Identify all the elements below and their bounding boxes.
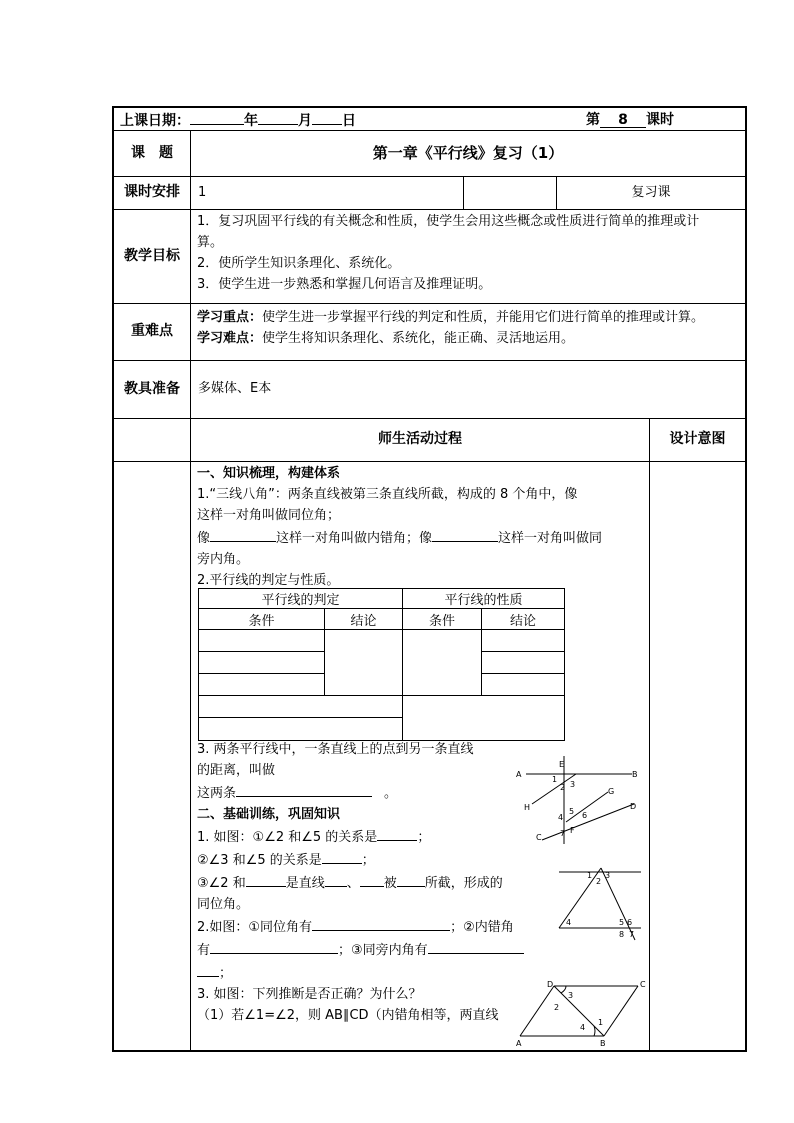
text: ②∠3 和∠5 的关系是 — [197, 853, 322, 868]
table-col-conclusion: 结论 — [482, 609, 565, 630]
table-col-conclusion: 结论 — [325, 609, 403, 630]
lesson-number — [586, 109, 674, 129]
year-text: 年 — [244, 113, 258, 129]
date-label: 上课日期： — [120, 113, 190, 129]
text: 像 — [197, 531, 211, 546]
table-cell[interactable] — [403, 696, 565, 741]
fill-blank[interactable] — [210, 526, 276, 542]
fig1-label: G — [608, 787, 615, 796]
fill-blank[interactable] — [197, 961, 219, 977]
section-title: 一、知识梳理，构建体系 — [197, 466, 341, 481]
fig1-label: D — [630, 802, 637, 811]
text: ；③同旁内角有 — [338, 943, 428, 958]
text: ； — [219, 966, 233, 981]
fig3-label: B — [600, 1039, 606, 1048]
text: ；②内错角 — [450, 920, 514, 935]
fig1-label: H — [524, 803, 531, 812]
process-content-top — [197, 463, 647, 591]
goals-label: 教学目标 — [124, 248, 180, 264]
parallel-table — [198, 588, 565, 741]
fill-blank[interactable] — [397, 871, 425, 887]
day-blank[interactable] — [312, 109, 342, 125]
month-text: 月 — [298, 113, 312, 129]
text: 这两条 — [197, 786, 237, 801]
fill-blank[interactable] — [428, 938, 524, 954]
goals-list — [197, 211, 745, 295]
fig2-label: 1 — [587, 871, 593, 880]
lesson-number-value: 8 — [600, 112, 646, 128]
goal-line: 算。 — [197, 235, 224, 250]
figure-transversal — [512, 752, 640, 844]
fig2-label: 4 — [566, 918, 572, 927]
fig2-label: 5 — [619, 918, 625, 927]
fig2-label: 6 — [627, 918, 633, 927]
text: 所截，形成的 — [424, 876, 503, 891]
text: ； — [417, 830, 431, 845]
table-cell[interactable] — [199, 630, 325, 696]
month-blank[interactable] — [258, 109, 298, 125]
fig1-label: 1 — [552, 775, 558, 784]
table-col-condition: 条件 — [403, 609, 482, 630]
text: 、 — [346, 876, 360, 891]
table-cell[interactable] — [403, 630, 482, 696]
table-header-property: 平行线的性质 — [403, 589, 565, 609]
fig1-label: C — [536, 833, 542, 842]
section-title: 二、基础训练，巩固知识 — [197, 807, 341, 822]
key-points-title: 学习重点： — [197, 310, 263, 325]
topic-title: 第一章《平行线》复习（1） — [372, 144, 564, 162]
schedule-label: 课时安排 — [124, 184, 180, 200]
key-label: 重难点 — [131, 323, 173, 339]
paragraph: 旁内角。 — [197, 552, 250, 567]
lesson-suffix: 课时 — [646, 112, 674, 128]
fig1-label: 2 — [560, 783, 566, 792]
paragraph: 1.“三线八角”：两条直线被第三条直线所截，构成的 8 个角中，像 — [197, 487, 578, 502]
fig3-label: A — [516, 1039, 522, 1048]
fill-blank[interactable] — [377, 825, 417, 841]
figure-parallelogram — [514, 976, 648, 1048]
goal-line: 1．复习巩固平行线的有关概念和性质，使学生会用这些概念或性质进行简单的推理或计 — [197, 214, 700, 229]
fig1-label: 4 — [558, 813, 564, 822]
fig1-label: 7 — [560, 829, 566, 838]
paragraph: 这样一对角叫做同位角； — [197, 508, 341, 523]
fig1-label: A — [516, 770, 522, 779]
table-header-judge: 平行线的判定 — [199, 589, 403, 609]
tools-value: 多媒体、E本 — [198, 381, 272, 396]
fig3-label: C — [640, 980, 646, 989]
fig1-label: 5 — [569, 807, 575, 816]
fig1-label: 3 — [570, 780, 576, 789]
fill-blank[interactable] — [210, 938, 338, 954]
fig3-label: 2 — [554, 1003, 560, 1012]
year-blank[interactable] — [190, 109, 244, 125]
lesson-prefix: 第 — [586, 112, 600, 128]
table-col-condition: 条件 — [199, 609, 325, 630]
fill-blank[interactable] — [432, 526, 498, 542]
text: ； — [361, 853, 375, 868]
paragraph: 3. 两条平行线中，一条直线上的点到另一条直线 — [197, 742, 474, 757]
text: 。 — [384, 786, 398, 801]
fill-blank[interactable] — [325, 871, 347, 887]
fill-blank[interactable] — [322, 848, 362, 864]
day-text: 日 — [342, 113, 356, 129]
figure-triangle — [555, 866, 643, 942]
text: 这样一对角叫做同 — [498, 531, 603, 546]
difficulty-text: 使学生将知识条理化、系统化，能正确、灵活地运用。 — [262, 331, 575, 346]
design-header: 设计意图 — [669, 431, 726, 447]
text: 是直线 — [285, 876, 325, 891]
tools-label: 教具准备 — [124, 381, 180, 397]
date-line — [120, 109, 356, 130]
text: 被 — [383, 876, 397, 891]
paragraph: （1）若∠1=∠2，则 AB∥CD（内错角相等，两直线 — [197, 1008, 499, 1023]
fill-blank[interactable] — [236, 781, 372, 797]
paragraph: 3. 如图：下列推断是否正确？为什么？ — [197, 987, 422, 1002]
fig1-label: F — [570, 826, 575, 835]
fig3-label: 1 — [598, 1018, 604, 1027]
text: 有 — [197, 943, 211, 958]
paragraph — [197, 526, 647, 549]
table-cell[interactable] — [325, 630, 403, 696]
text: 这样一对角叫做内错角；像 — [276, 531, 433, 546]
goal-line: 2．使所学生知识条理化、系统化。 — [197, 256, 401, 271]
fig2-label: 8 — [619, 930, 625, 939]
key-points — [197, 307, 745, 349]
topic-label: 课 题 — [131, 145, 173, 161]
fill-blank[interactable] — [246, 871, 286, 887]
table-cell[interactable] — [199, 696, 403, 741]
schedule-value: 1 — [198, 185, 207, 200]
paragraph: 的距离，叫做 — [197, 763, 276, 778]
key-points-text: 使学生进一步掌握平行线的判定和性质，并能用它们进行简单的推理或计算。 — [262, 310, 705, 325]
lesson-type: 复习课 — [631, 185, 671, 200]
fill-blank[interactable] — [312, 915, 450, 931]
fill-blank[interactable] — [360, 871, 384, 887]
fig1-label: E — [559, 760, 565, 769]
paragraph: 同位角。 — [197, 897, 250, 912]
text: ③∠2 和 — [197, 876, 246, 891]
fig1-label: 6 — [582, 811, 588, 820]
fig2-label: 3 — [605, 871, 611, 880]
text: 1. 如图：①∠2 和∠5 的关系是 — [197, 830, 378, 845]
table-cell[interactable] — [482, 630, 565, 696]
goal-line: 3．使学生进一步熟悉和掌握几何语言及推理证明。 — [197, 277, 492, 292]
fig2-label: 7 — [629, 930, 635, 939]
paragraph: 2.平行线的判定与性质。 — [197, 573, 340, 588]
fig3-label: 4 — [580, 1023, 586, 1032]
fig3-label: D — [547, 980, 554, 989]
text: 2.如图：①同位角有 — [197, 920, 313, 935]
fig3-label: 3 — [568, 991, 574, 1000]
fig1-label: B — [632, 770, 638, 779]
difficulty-title: 学习难点： — [197, 331, 263, 346]
fig2-label: 2 — [596, 877, 602, 886]
process-header: 师生活动过程 — [378, 431, 462, 447]
